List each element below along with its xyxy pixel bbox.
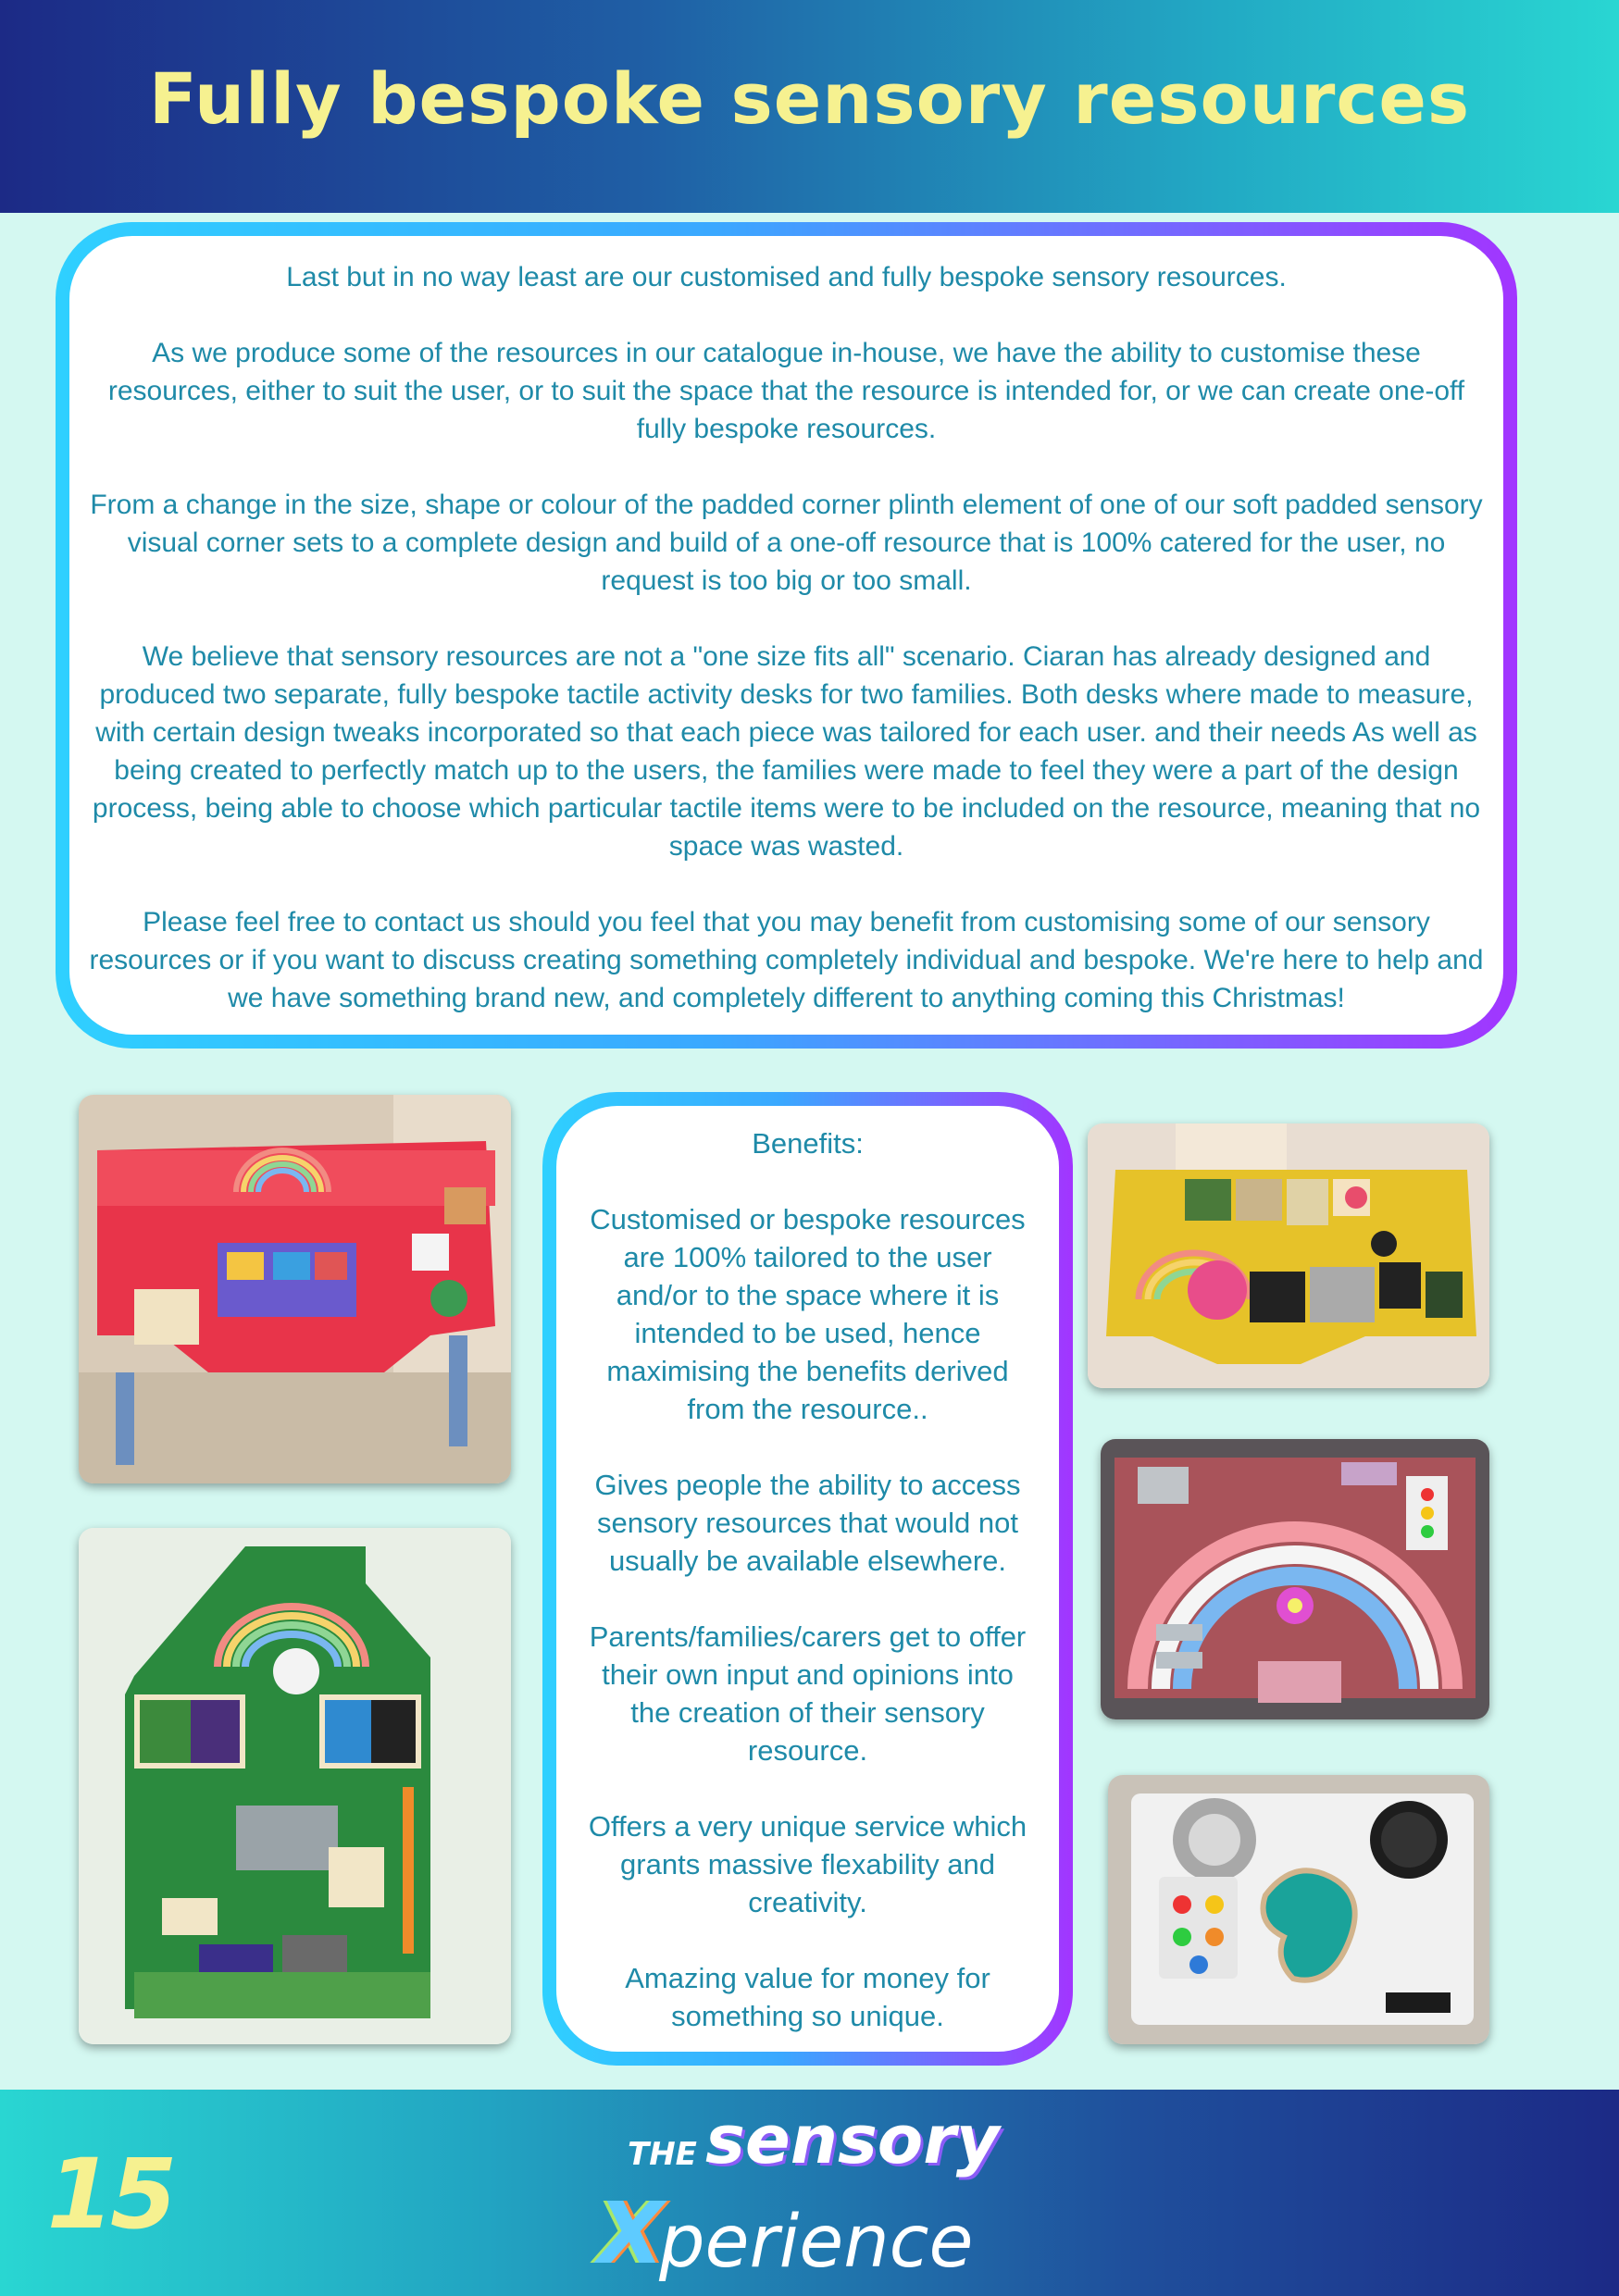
brand-logo-x: X	[598, 2184, 664, 2283]
benefits-text	[556, 1106, 1059, 2035]
photo-red-activity-desk	[79, 1095, 511, 1483]
brand-logo-perience: perience	[659, 2201, 974, 2284]
brand-logo-the: THE	[628, 2136, 697, 2173]
intro-paragraph: We believe that sensory resources are not a "one size fits all" scenario. Ciaran has already designed and produced two separate, fully bespoke tactile activity desks for two families. Both desks where made to measure, with certain design tweaks incorporated so that each piece was tailored for each user. and their needs As well as being created to perfectly match up to the users, the families were made to feel they were a part of the design process, being able to choose which particular tactile items were to be included on the resource, meaning that no space was wasted.	[92, 641, 1481, 862]
benefit-item: Customised or bespoke resources are 100% tailored to the user and/or to the space where it is intended to be used, hence maximising the benefits derived from the resource..	[590, 1203, 1026, 1425]
benefit-item: Offers a very unique service which grants massive flexability and creativity.	[588, 1810, 1027, 1918]
photo-wooden-rainbow-board	[1101, 1439, 1489, 1719]
photo-green-house-panel	[79, 1528, 511, 2044]
intro-paragraph: Last but in no way least are our customised and fully bespoke sensory resources.	[286, 262, 1287, 292]
intro-text	[69, 236, 1503, 1017]
benefits-heading: Benefits:	[752, 1127, 864, 1160]
page-title: Fully bespoke sensory resources	[148, 57, 1471, 140]
benefits-box	[542, 1092, 1073, 2066]
benefit-item: Amazing value for money for something so unique.	[625, 1962, 990, 2032]
photo-white-tactile-pad	[1108, 1775, 1489, 2044]
benefit-item: Gives people the ability to access sensory resources that would not usually be available elsewhere.	[594, 1469, 1021, 1577]
intro-paragraph: As we produce some of the resources in our catalogue in-house, we have the ability to customise these resources, either to suit the user, or to suit the space that the resource is intended for, or we can create one-off fully bespoke resources.	[107, 338, 1465, 444]
brand-logo-sensory: sensory	[705, 2101, 1000, 2178]
benefit-item: Parents/families/carers get to offer their own input and opinions into the creation of their sensory resource.	[589, 1620, 1027, 1767]
intro-paragraph: Please feel free to contact us should you feel that you may benefit from customising some of our sensory resources or if you want to discuss creating something completely individual and bespoke. We're here to help and we have something brand new, and completely different to anything coming this Christmas!	[89, 907, 1484, 1013]
intro-paragraph: From a change in the size, shape or colour of the padded corner plinth element of one of our soft padded sensory visual corner sets to a complete design and build of a one-off resource that is 100% catered for the user, no request is too big or too small.	[90, 490, 1483, 596]
intro-box	[56, 222, 1517, 1049]
photo-yellow-tactile-desk	[1088, 1123, 1489, 1388]
page-number: 15	[46, 2138, 174, 2251]
